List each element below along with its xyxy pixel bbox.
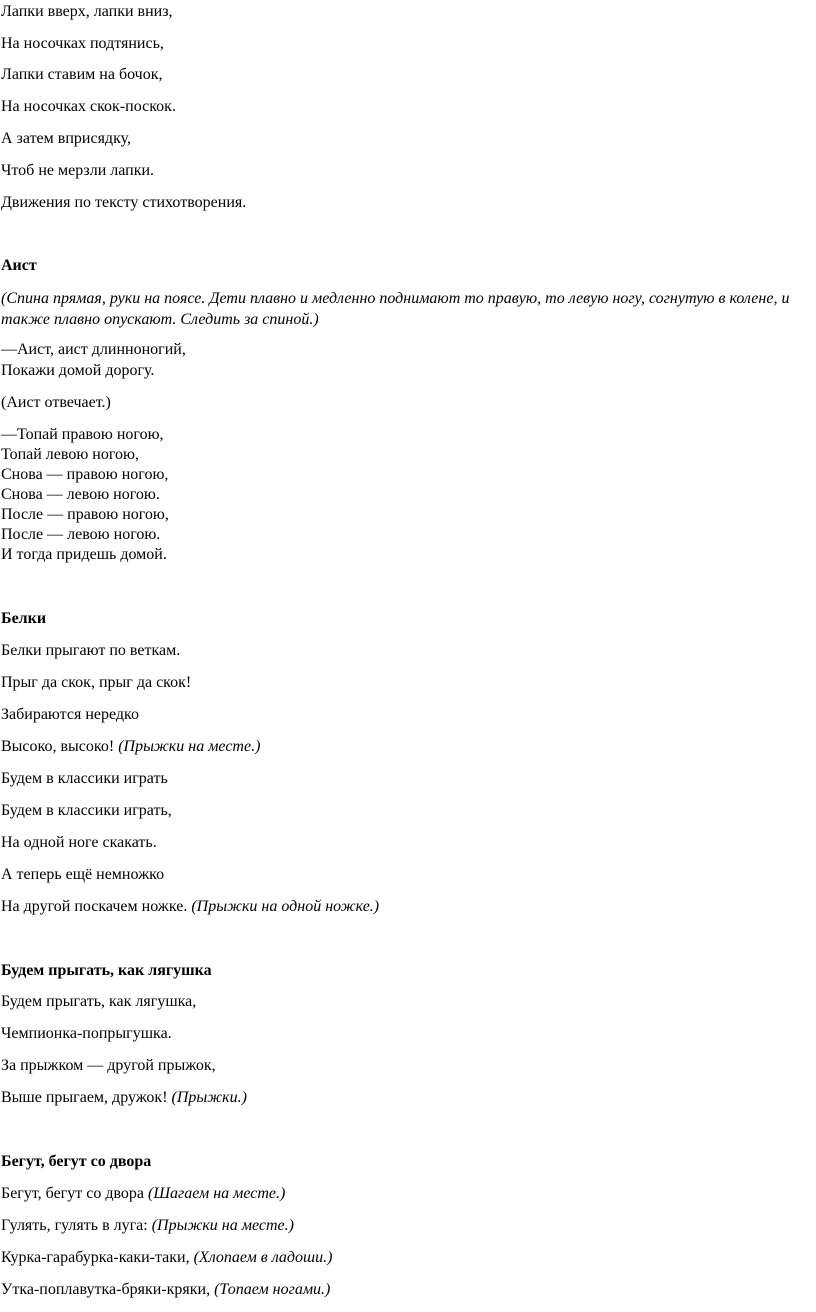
aist-answer-line: После — левою ногою. [1,526,161,543]
intro-line: Лапки ставим на бочок, [1,66,163,83]
aist-answer-line: —Топай правою ногою, [1,426,164,443]
lyagushka-line: Будем прыгать, как лягушка, [1,993,197,1010]
belki-line: Забираются нередко [1,706,139,723]
aist-question-line: —Аист, аист длинноногий, [1,341,186,358]
aist-question-line: Покажи домой дорогу. [1,362,155,379]
stage-direction: (Хлопаем в ладоши.) [193,1249,333,1266]
intro-line: Лапки вверх, лапки вниз, [1,3,173,20]
belki-line: Будем в классики играть, [1,802,172,819]
intro-line: Чтоб не мерзли лапки. [1,162,155,179]
section-title-lyagushka: Будем прыгать, как лягушка [1,962,212,979]
intro-line: На носочках скок-поскок. [1,98,176,115]
aist-answer-line: И тогда придешь домой. [1,546,167,563]
section-title-aist: Аист [1,257,37,274]
stage-direction: (Прыжки на месте.) [151,1217,294,1234]
stage-direction: (Прыжки на месте.) [118,738,261,755]
aist-answer-line: Топай левою ногою, [1,446,139,463]
begut-line: Бегут, бегут со двора (Шагаем на месте.) [1,1185,286,1202]
aist-answer-note: (Аист отвечает.) [1,394,111,411]
aist-answer-line: Снова — левою ногою. [1,486,160,503]
lyagushka-line: За прыжком — другой прыжок, [1,1057,216,1074]
aist-instruction: (Спина прямая, руки на поясе. Дети плавно и медленно поднимают то правую, то левую ногу, согнутую в колене, и также плавно опускают. Следить за спиной.) [1,290,790,328]
stage-direction: (Топаем ногами.) [214,1281,331,1298]
stage-direction: (Прыжки.) [171,1089,247,1106]
belki-line: Белки прыгают по веткам. [1,642,181,659]
aist-answer-line: Снова — правою ногою, [1,466,169,483]
lyagushka-line: Чемпионка-попрыгушка. [1,1025,172,1042]
intro-line: Движения по тексту стихотворения. [1,194,247,211]
lyagushka-line: Выше прыгаем, дружок! (Прыжки.) [1,1089,247,1106]
intro-line: А затем вприсядку, [1,130,132,147]
stage-direction: (Прыжки на одной ножке.) [191,898,380,915]
belki-line: Высоко, высоко! (Прыжки на месте.) [1,738,261,755]
belki-line: А теперь ещё немножко [1,866,165,883]
begut-line: Утка-поплавутка-бряки-кряки, (Топаем ногами.) [1,1281,331,1298]
section-title-begut: Бегут, бегут со двора [1,1153,152,1170]
begut-line: Курка-гарабурка-каки-таки, (Хлопаем в ладоши.) [1,1249,333,1266]
intro-line: На носочках подтянись, [1,35,164,52]
stage-direction: (Шагаем на месте.) [148,1185,286,1202]
begut-line: Гулять, гулять в луга: (Прыжки на месте.) [1,1217,294,1234]
belki-line: На одной ноге скакать. [1,834,157,851]
section-title-belki: Белки [1,610,47,627]
belki-line: Прыг да скок, прыг да скок! [1,674,192,691]
belki-line: На другой поскачем ножке. (Прыжки на одной ножке.) [1,898,380,915]
belki-line: Будем в классики играть [1,770,168,787]
aist-answer-line: После — правою ногою, [1,506,169,523]
